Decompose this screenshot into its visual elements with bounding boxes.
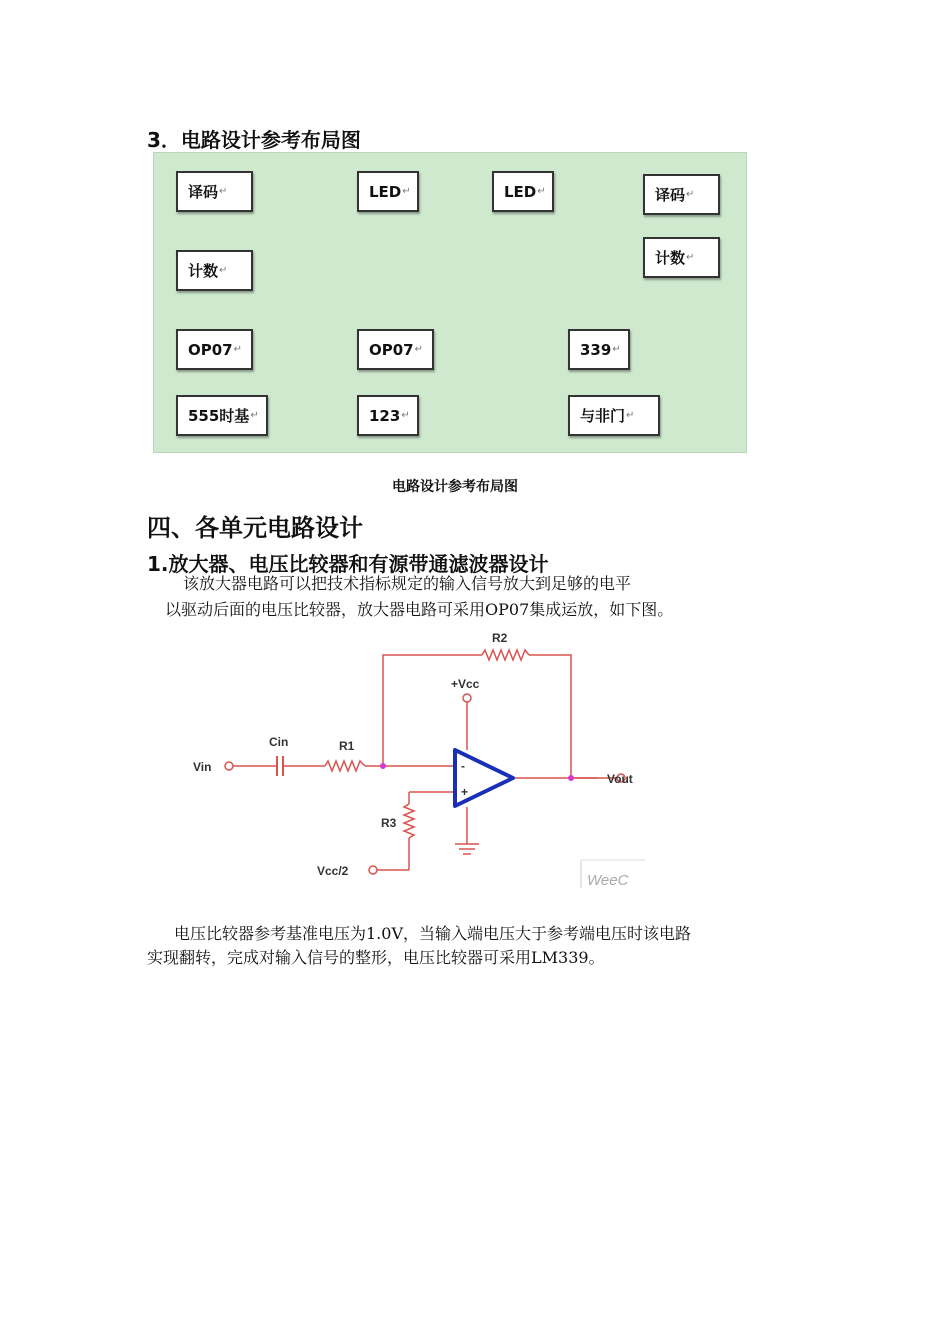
block-label: 555时基 bbox=[188, 407, 250, 425]
block-label: LED bbox=[504, 182, 537, 201]
subsection-1-heading: 1.放大器、电压比较器和有源带通滤波器设计 bbox=[147, 552, 549, 576]
layout-diagram bbox=[153, 152, 747, 453]
block-label: LED bbox=[369, 182, 402, 201]
circuit-wires bbox=[233, 650, 617, 870]
r2-label: R2 bbox=[492, 631, 508, 645]
vout-label: Vout bbox=[607, 772, 633, 786]
return-mark-icon: ↵ bbox=[612, 344, 621, 355]
return-mark-icon: ↵ bbox=[626, 410, 635, 421]
block-label: 339 bbox=[580, 340, 612, 359]
block-339 bbox=[568, 329, 630, 370]
block-label: OP07 bbox=[188, 340, 233, 359]
inverting-input-label: - bbox=[461, 759, 465, 773]
return-mark-icon: ↵ bbox=[401, 410, 410, 421]
return-mark-icon: ↵ bbox=[219, 186, 228, 197]
block-555-timer bbox=[176, 395, 268, 436]
r3-resistor bbox=[404, 804, 414, 838]
watermark: WeeC bbox=[587, 872, 629, 889]
cin-label: Cin bbox=[269, 735, 289, 749]
vcc-terminal bbox=[463, 694, 471, 702]
block-op07-2 bbox=[357, 329, 434, 370]
return-mark-icon: ↵ bbox=[402, 186, 411, 197]
block-label: 计数 bbox=[188, 262, 219, 280]
vcc-label: +Vcc bbox=[451, 677, 480, 691]
section-4-heading: 四、各单元电路设计 bbox=[147, 514, 363, 542]
return-mark-icon: ↵ bbox=[250, 410, 259, 421]
return-mark-icon: ↵ bbox=[686, 252, 695, 263]
r1-label: R1 bbox=[339, 739, 355, 753]
block-nand-gate bbox=[568, 395, 660, 436]
amplifier-circuit-diagram bbox=[185, 622, 645, 892]
block-decode-right bbox=[643, 174, 720, 215]
figure-caption: 电路设计参考布局图 bbox=[392, 479, 518, 495]
paragraph-1-line-1: 该放大器电路可以把技术指标规定的输入信号放大到足够的电平 bbox=[183, 574, 632, 593]
paragraph-1-line-2: 以驱动后面的电压比较器，放大器电路可采用OP07集成运放，如下图。 bbox=[165, 600, 674, 619]
block-label: 与非门 bbox=[580, 407, 626, 425]
vcc-half-terminal bbox=[369, 866, 377, 874]
section-3-heading: 3．电路设计参考布局图 bbox=[147, 128, 361, 152]
noninverting-input-label: + bbox=[461, 785, 469, 799]
block-123 bbox=[357, 395, 419, 436]
block-label: 123 bbox=[369, 406, 401, 425]
r1-resistor bbox=[325, 761, 365, 771]
return-mark-icon: ↵ bbox=[219, 265, 228, 276]
block-label: 译码 bbox=[188, 183, 219, 201]
block-decode-left bbox=[176, 171, 253, 212]
paragraph-2-line-1: 电压比较器参考基准电压为1.0V，当输入端电压大于参考端电压时该电路 bbox=[174, 924, 692, 943]
junction-node bbox=[568, 775, 574, 781]
vin-terminal bbox=[225, 762, 233, 770]
block-label: 译码 bbox=[655, 186, 686, 204]
block-label: OP07 bbox=[369, 340, 414, 359]
return-mark-icon: ↵ bbox=[414, 344, 424, 355]
block-count-left bbox=[176, 250, 253, 291]
return-mark-icon: ↵ bbox=[233, 344, 243, 355]
block-label: 计数 bbox=[655, 249, 686, 267]
vin-label: Vin bbox=[193, 760, 212, 774]
block-led-1 bbox=[357, 171, 419, 212]
return-mark-icon: ↵ bbox=[686, 189, 695, 200]
r3-label: R3 bbox=[381, 816, 397, 830]
return-mark-icon: ↵ bbox=[537, 186, 546, 197]
junction-node bbox=[380, 763, 386, 769]
paragraph-2-line-2: 实现翻转，完成对输入信号的整形，电压比较器可采用LM339。 bbox=[147, 948, 605, 967]
cin-capacitor bbox=[277, 756, 283, 776]
r2-resistor bbox=[482, 650, 529, 660]
block-led-2 bbox=[492, 171, 554, 212]
vcc-half-label: Vcc/2 bbox=[317, 864, 349, 878]
block-count-right bbox=[643, 237, 720, 278]
block-op07-1 bbox=[176, 329, 253, 370]
